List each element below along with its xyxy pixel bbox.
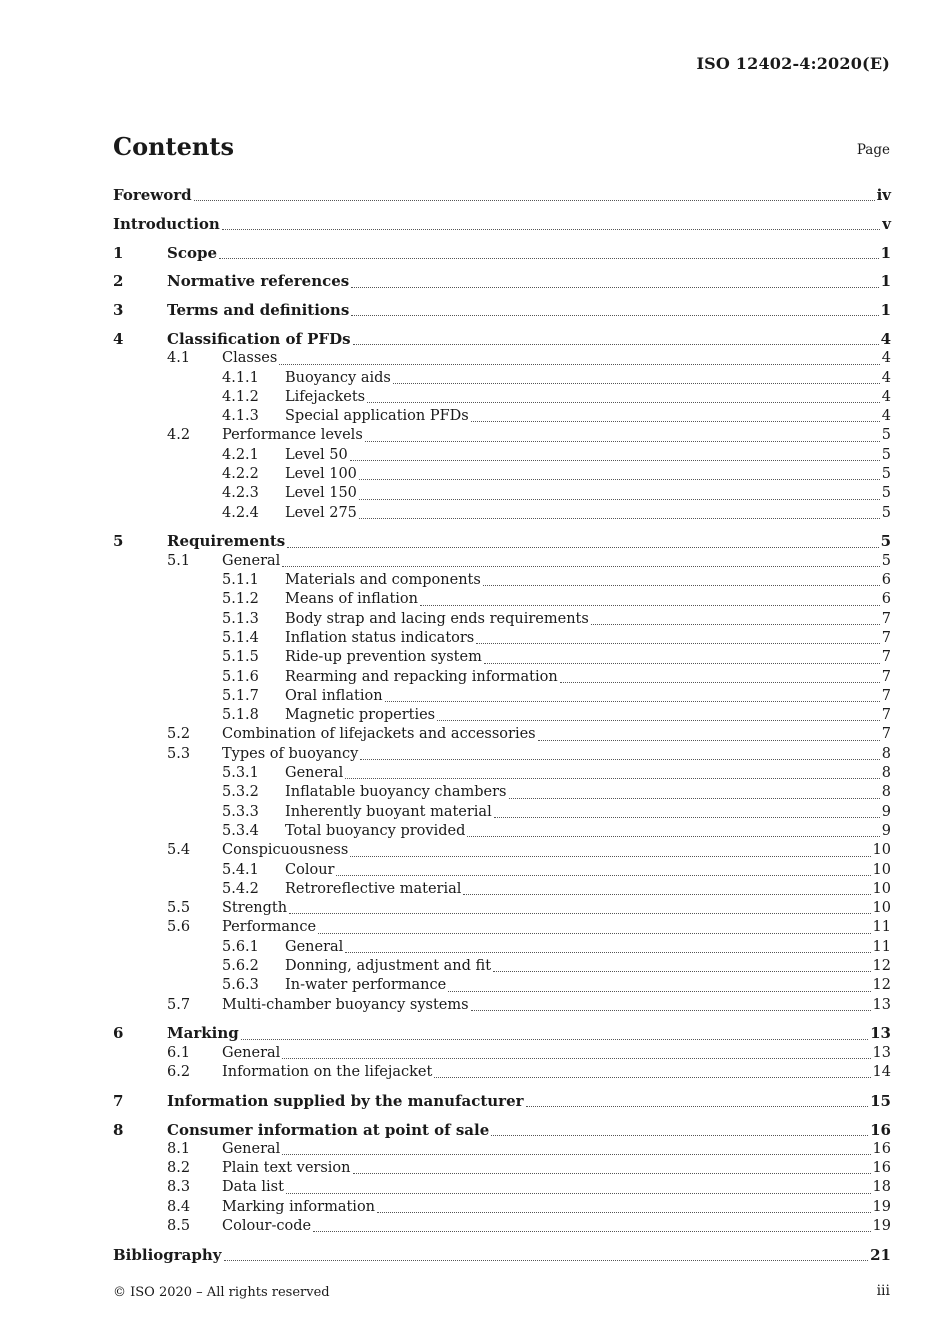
toc-entry[interactable] [113,1159,891,1178]
toc-entry-page: 10 [872,861,891,878]
toc-entry-number: 5.3.1 [222,765,259,782]
toc-dot-leader [538,739,880,741]
toc-entry[interactable] [113,996,891,1015]
toc-entry-title: Inflation status indicators [285,629,475,646]
toc-entry[interactable] [113,446,891,465]
toc-dot-leader [359,517,880,519]
toc-entry[interactable] [113,803,891,822]
toc-entry[interactable] [113,552,891,571]
toc-entry-title: General [285,765,344,782]
toc-dot-leader [365,440,880,442]
toc-entry-title: Retroreflective material [285,880,462,897]
toc-entry-page: 13 [872,1044,891,1061]
toc-dot-leader [491,1134,868,1136]
toc-entry-page: 4 [881,369,891,386]
toc-entry[interactable] [113,822,891,841]
toc-entry-number: 8.3 [167,1179,191,1196]
toc-dot-leader [313,1230,870,1232]
toc-entry-title: Normative references [167,272,350,291]
toc-entry-page: 11 [872,938,891,955]
toc-entry-title: Materials and components [285,572,481,589]
toc-entry[interactable] [113,1024,891,1043]
toc-entry-title: Inherently buoyant material [285,803,492,820]
toc-entry-title: Means of inflation [285,591,418,608]
toc-entry-number: 5.6.3 [222,977,259,994]
toc-entry-number: 5.1.3 [222,610,259,627]
toc-entry-number: 5.6 [167,919,191,936]
toc-entry-number: 8.1 [167,1140,191,1157]
toc-dot-leader [385,700,880,702]
toc-entry-page: 4 [880,329,891,348]
toc-entry[interactable] [113,783,891,802]
toc-entry-title: Plain text version [222,1160,351,1177]
toc-entry-title: Level 50 [285,446,348,463]
toc-entry[interactable] [113,1178,891,1197]
toc-entry-title: Colour [285,861,335,878]
toc-entry-page: 10 [872,842,891,859]
toc-entry[interactable] [113,957,891,976]
toc-dot-leader [463,893,870,895]
toc-entry-title: Introduction [113,214,220,233]
toc-dot-leader [286,1192,871,1194]
toc-dot-leader [360,758,879,760]
toc-entry-page: 16 [870,1120,891,1139]
toc-dot-leader [393,382,880,384]
toc-entry-number: 5.6.1 [222,938,259,955]
toc-entry-title: Ride-up prevention system [285,649,482,666]
toc-dot-leader [476,642,880,644]
toc-entry-page: 7 [881,649,891,666]
toc-entry-title: Oral inflation [285,687,383,704]
toc-entry-title: Information supplied by the manufacturer [167,1091,524,1110]
toc-entry-title: Total buoyancy provided [285,822,466,839]
toc-dot-leader [437,719,880,721]
toc-entry-title: Consumer information at point of sale [167,1120,490,1139]
toc-dot-leader [194,199,875,201]
toc-entry-title: Requirements [167,532,286,551]
toc-entry-number: 4.1 [167,350,191,367]
toc-entry-title: Buoyancy aids [285,369,391,386]
toc-entry[interactable] [113,841,891,860]
toc-entry-number: 5 [113,532,124,551]
toc-entry[interactable] [113,590,891,609]
toc-entry-title: Types of buoyancy [222,745,359,762]
toc-dot-leader [279,363,879,365]
toc-entry-title: Level 275 [285,504,357,521]
toc-entry[interactable] [113,369,891,388]
toc-entry-title: Performance [222,919,317,936]
toc-dot-leader [345,951,870,953]
page-column-label: Page [856,142,890,158]
toc-entry[interactable] [113,484,891,503]
toc-entry-number: 5.4.1 [222,861,259,878]
toc-entry-page: 12 [872,977,891,994]
toc-dot-leader [591,623,880,625]
toc-entry-page: 4 [881,388,891,405]
toc-entry-page: 13 [870,1024,891,1043]
toc-entry[interactable] [113,745,891,764]
toc-entry-page: 5 [881,427,891,444]
toc-entry-number: 3 [113,301,124,320]
toc-entry-number: 5.1.5 [222,649,259,666]
toc-entry-title: Level 150 [285,485,357,502]
toc-entry-page: 5 [881,446,891,463]
toc-entry-title: In-water performance [285,977,447,994]
toc-entry-title: Scope [167,243,218,262]
toc-entry-title: Performance levels [222,427,363,444]
toc-entry-title: Body strap and lacing ends requirements [285,610,589,627]
toc-entry-number: 5.1.2 [222,591,259,608]
toc-entry[interactable] [113,407,891,426]
toc-entry-title: Conspicuousness [222,842,349,859]
toc-entry[interactable] [113,330,891,349]
toc-entry[interactable] [113,880,891,899]
toc-entry-page: 5 [881,552,891,569]
toc-entry-number: 8.2 [167,1160,191,1177]
toc-entry-page: 5 [880,532,891,551]
toc-dot-leader [351,314,878,316]
toc-entry-page: 8 [881,784,891,801]
toc-entry-number: 8.4 [167,1198,191,1215]
toc-dot-leader [350,855,870,857]
toc-dot-leader [350,459,880,461]
toc-entry-number: 5.1.7 [222,687,259,704]
toc-entry[interactable] [113,349,891,368]
toc-dot-leader [282,565,879,567]
toc-dot-leader [282,1057,870,1059]
toc-entry-number: 5.2 [167,726,191,743]
toc-entry[interactable] [113,504,891,523]
toc-entry[interactable] [113,918,891,937]
toc-dot-leader [241,1038,868,1040]
toc-entry-title: Data list [222,1179,284,1196]
toc-entry-title: Colour-code [222,1218,312,1235]
toc-entry-number: 4.2.1 [222,446,259,463]
toc-entry-title: Foreword [113,186,192,204]
toc-dot-leader [377,1211,871,1213]
toc-entry[interactable] [113,186,891,205]
toc-entry-page: 19 [872,1198,891,1215]
toc-entry-title: Classification of PFDs [167,329,351,348]
toc-entry-page: 15 [870,1091,891,1110]
toc-entry-title: Strength [222,900,288,917]
toc-entry[interactable] [113,388,891,407]
toc-entry-number: 5.1.6 [222,668,259,685]
toc-dot-leader [509,797,880,799]
toc-entry-title: General [222,552,281,569]
toc-dot-leader [289,912,870,914]
toc-entry[interactable] [113,899,891,918]
toc-entry[interactable] [113,1246,891,1265]
toc-entry-number: 6.1 [167,1044,191,1061]
toc-entry-page: iv [876,186,891,204]
toc-entry-page: 7 [881,687,891,704]
toc-entry-number: 4.2 [167,427,191,444]
toc-entry[interactable] [113,687,891,706]
toc-dot-leader [345,777,879,779]
toc-entry-title: Classes [222,350,278,367]
toc-entry-page: 7 [881,726,891,743]
toc-entry-number: 2 [113,272,124,291]
toc-dot-leader [359,478,880,480]
toc-entry-number: 5.3.4 [222,822,259,839]
toc-entry[interactable] [113,629,891,648]
toc-entry-page: 18 [872,1179,891,1196]
toc-entry-page: 8 [881,765,891,782]
toc-entry[interactable] [113,648,891,667]
toc-dot-leader [471,420,880,422]
toc-entry[interactable] [113,426,891,445]
toc-entry-page: 6 [881,591,891,608]
toc-entry-page: 1 [880,272,891,291]
toc-entry[interactable] [113,610,891,629]
toc-entry-page: 16 [872,1160,891,1177]
toc-entry-page: 5 [881,504,891,521]
toc-entry-number: 5.1.4 [222,629,259,646]
toc-entry-number: 4.2.2 [222,466,259,483]
toc-entry-page: 9 [881,803,891,820]
toc-entry-page: 19 [872,1218,891,1235]
toc-entry-title: Marking information [222,1198,376,1215]
toc-entry-page: 16 [872,1140,891,1157]
toc-entry[interactable] [113,764,891,783]
toc-dot-leader [222,228,880,230]
toc-entry[interactable] [113,1140,891,1159]
toc-dot-leader [359,498,880,500]
toc-entry-page: 6 [881,572,891,589]
toc-entry[interactable] [113,532,891,551]
toc-entry[interactable] [113,861,891,880]
toc-entry[interactable] [113,1063,891,1082]
toc-entry-page: 7 [881,610,891,627]
toc-entry-title: Inflatable buoyancy chambers [285,784,507,801]
toc-entry[interactable] [113,938,891,957]
toc-entry[interactable] [113,1044,891,1063]
toc-dot-leader [336,874,870,876]
toc-entry[interactable] [113,215,891,234]
toc-entry[interactable] [113,725,891,744]
contents-heading: Contents [113,132,234,161]
toc-dot-leader [471,1009,871,1011]
toc-entry-page: 14 [872,1063,891,1080]
toc-entry[interactable] [113,1092,891,1111]
toc-entry-title: Terms and definitions [167,301,350,320]
toc-entry-title: Information on the lifejacket [222,1063,433,1080]
toc-entry[interactable] [113,1217,891,1236]
toc-entry-number: 8 [113,1120,124,1139]
toc-dot-leader [351,286,878,288]
toc-entry-title: General [222,1140,281,1157]
toc-entry-page: 1 [880,301,891,320]
toc-entry-page: 8 [881,745,891,762]
toc-entry-number: 6 [113,1024,124,1043]
toc-entry-title: Level 100 [285,466,357,483]
toc-entry-title: Magnetic properties [285,707,436,724]
toc-entry-page: 7 [881,668,891,685]
toc-entry-page: 9 [881,822,891,839]
toc-entry[interactable] [113,571,891,590]
toc-entry-number: 4.2.3 [222,485,259,502]
document-standard-id: ISO 12402-4:2020(E) [696,54,890,73]
toc-entry-title: Rearming and repacking information [285,668,558,685]
toc-entry-number: 5.3 [167,745,191,762]
toc-entry-page: 11 [872,919,891,936]
toc-entry-title: Lifejackets [285,388,366,405]
toc-entry[interactable] [113,1121,891,1140]
toc-entry-page: 13 [872,996,891,1013]
toc-entry-number: 5.7 [167,996,191,1013]
toc-entry-page: 7 [881,707,891,724]
toc-entry-page: 4 [881,350,891,367]
toc-dot-leader [287,546,878,548]
toc-entry[interactable] [113,976,891,995]
toc-entry-page: 1 [880,243,891,262]
toc-entry-page: 4 [881,408,891,425]
toc-entry-title: General [285,938,344,955]
toc-dot-leader [483,584,880,586]
toc-entry-number: 5.1.1 [222,572,259,589]
toc-entry-page: 10 [872,880,891,897]
toc-entry-page: v [882,214,891,233]
toc-dot-leader [467,835,879,837]
toc-entry-number: 4 [113,329,124,348]
toc-dot-leader [560,681,880,683]
toc-entry[interactable] [113,1198,891,1217]
toc-dot-leader [219,257,879,259]
toc-entry-number: 7 [113,1091,124,1110]
toc-dot-leader [494,816,880,818]
toc-entry-number: 5.4.2 [222,880,259,897]
toc-entry-number: 5.3.3 [222,803,259,820]
toc-dot-leader [434,1076,870,1078]
toc-entry-number: 4.2.4 [222,504,259,521]
toc-entry-title: Donning, adjustment and fit [285,957,492,974]
toc-entry-number: 5.4 [167,842,191,859]
toc-dot-leader [318,932,870,934]
toc-entry-number: 8.5 [167,1218,191,1235]
toc-entry-page: 10 [872,900,891,917]
footer-copyright: © ISO 2020 – All rights reserved [113,1285,330,1300]
toc-dot-leader [420,604,880,606]
toc-entry-number: 5.1.8 [222,707,259,724]
toc-entry-page: 7 [881,629,891,646]
toc-dot-leader [224,1259,869,1261]
toc-entry-title: General [222,1044,281,1061]
toc-entry-title: Multi-chamber buoyancy systems [222,996,469,1013]
toc-entry-title: Bibliography [113,1245,222,1264]
toc-dot-leader [526,1105,869,1107]
table-of-contents [113,186,891,1265]
toc-entry-page: 12 [872,957,891,974]
toc-entry-number: 6.2 [167,1063,191,1080]
toc-dot-leader [282,1153,870,1155]
toc-entry-title: Special application PFDs [285,408,469,425]
toc-entry-number: 5.1 [167,552,191,569]
toc-entry-page: 21 [870,1245,891,1264]
toc-entry[interactable] [113,465,891,484]
toc-dot-leader [448,990,870,992]
toc-dot-leader [493,970,871,972]
toc-entry-number: 5.6.2 [222,957,259,974]
toc-dot-leader [484,662,880,664]
toc-entry-number: 5.3.2 [222,784,259,801]
toc-entry[interactable] [113,706,891,725]
toc-entry-number: 1 [113,243,124,262]
footer-page-number: iii [876,1283,890,1299]
toc-entry[interactable] [113,301,891,320]
toc-entry-number: 4.1.3 [222,408,259,425]
toc-entry-number: 4.1.2 [222,388,259,405]
toc-entry-number: 4.1.1 [222,369,259,386]
toc-entry-title: Combination of lifejackets and accessories [222,726,536,743]
toc-entry[interactable] [113,272,891,291]
toc-entry[interactable] [113,668,891,687]
toc-entry-page: 5 [881,466,891,483]
toc-dot-leader [353,343,879,345]
toc-entry-number: 5.5 [167,900,191,917]
toc-entry-title: Marking [167,1024,239,1043]
toc-dot-leader [367,401,880,403]
toc-entry-page: 5 [881,485,891,502]
toc-entry[interactable] [113,244,891,263]
toc-dot-leader [353,1172,871,1174]
